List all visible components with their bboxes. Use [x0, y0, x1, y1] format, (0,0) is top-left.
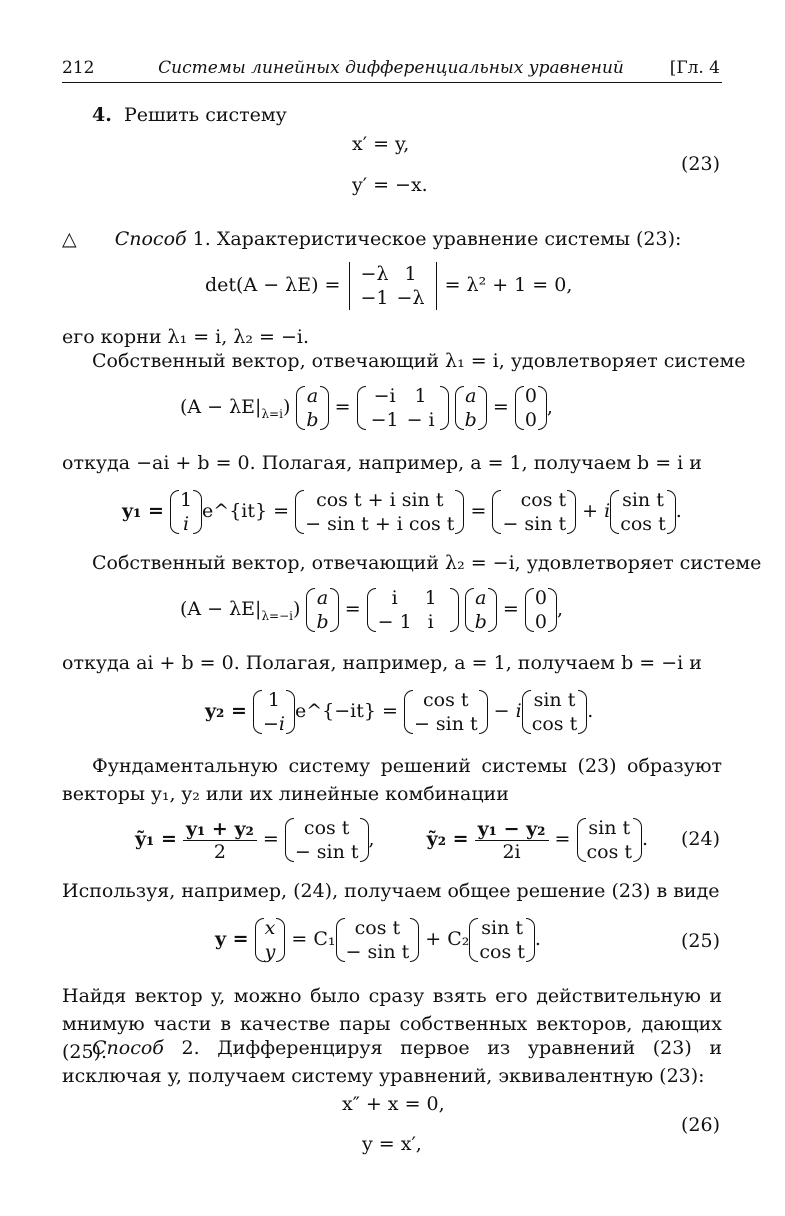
- method2-eq-1: x″ + x = 0,: [342, 1093, 445, 1115]
- det-cell: −λ: [360, 263, 389, 285]
- system-eq-1: x′ = y,: [352, 133, 410, 155]
- ty2-vector: sin t cos t: [577, 816, 643, 864]
- method1-text: 1. Характеристическое уравнение системы (23):: [186, 228, 682, 250]
- eigen1-matrix: −i 1 −1 − i: [357, 384, 449, 432]
- y1-exp: e^{it} =: [202, 500, 290, 522]
- problem-prompt: Решить систему: [123, 104, 287, 126]
- method2-text: 2. Дифференцируя первое из уравнений (23) и исключая y, получаем систему уравнений, эквивалентную (23):: [62, 1037, 722, 1087]
- y1-imag: sin t cos t: [610, 488, 676, 536]
- running-header: [62, 58, 720, 82]
- y2-lhs: y₂ =: [205, 700, 247, 722]
- ab-vector: a b: [455, 384, 487, 432]
- eigen1-result: откуда −ai + b = 0. Полагая, например, a = 1, получаем b = i и: [62, 452, 702, 474]
- c1-term: = C₁: [291, 928, 336, 950]
- det-rhs: = λ² + 1 = 0,: [444, 274, 573, 296]
- eigen1-lhs: (A − λE|: [180, 396, 262, 418]
- method2-paragraph: [62, 1034, 722, 1090]
- eigen1-sub: λ=i: [261, 406, 283, 421]
- y1-equation: y₁ = 1 i e^{it} = cos t + i sin t − sin t + i cos t = cos t − sin t + i sin t cos t .: [122, 489, 682, 535]
- roots-line: его корни λ₁ = i, λ₂ = −i.: [62, 326, 310, 348]
- y1-lhs: y₁ =: [122, 500, 164, 522]
- equation-number-24: (24): [680, 828, 720, 850]
- y1-real: cos t − sin t: [492, 488, 576, 536]
- triangle-icon: △: [62, 228, 77, 250]
- problem-number: 4.: [92, 104, 112, 126]
- eigen1-intro: Собственный вектор, отвечающий λ₁ = i, удовлетворяет системе: [92, 350, 746, 372]
- xy-vector: x y: [255, 916, 286, 964]
- zero-vector: 0 0: [515, 384, 547, 432]
- c2-term: + C₂: [425, 928, 470, 950]
- eq24-line: ỹ₁ = $\frac{\text{y₁ + y₂}}{2}$ = cos t − sin t , ỹ₂ = $\frac{\text{y₁ − y₂}}{2i}$ = sin t cos t .: [135, 817, 649, 863]
- fundamental-paragraph: Фундаментальную систему решений системы (23) образуют векторы y₁, y₂ или их линейные комбинации: [62, 755, 722, 805]
- header-rule: [62, 82, 722, 83]
- method2-eq-2: y = x′,: [362, 1133, 422, 1155]
- y2-real: cos t − sin t: [404, 688, 488, 736]
- using-line: Используя, например, (24), получаем общее решение (23) в виде: [62, 880, 720, 902]
- det-lhs: det(A − λE) =: [205, 274, 341, 296]
- ty1-frac: $\frac{\text{y₁ + y₂}}{2}$: [183, 818, 257, 863]
- y2-exp: e^{−it} =: [294, 700, 398, 722]
- method1-intro: [62, 228, 681, 250]
- eigen2-sub: λ=−i: [261, 608, 294, 623]
- det-cell: −1: [360, 287, 389, 309]
- ty1-vector: cos t − sin t: [285, 816, 369, 864]
- method2-label: Способ: [92, 1037, 164, 1059]
- problem-heading: [92, 104, 287, 126]
- ty2-frac: $\frac{\text{y₁ − y₂}}{2i}$: [475, 818, 549, 863]
- char-equation: [205, 262, 572, 310]
- eigen2-intro: Собственный вектор, отвечающий λ₂ = −i, удовлетворяет системе: [92, 552, 762, 574]
- found-paragraph: Найдя вектор y, можно было сразу взять его действительную и мнимую части в качестве пары собственных векторов, дающих (25).: [62, 985, 722, 1063]
- y2-vector: 1 −i: [253, 688, 295, 736]
- ty2-lhs: ỹ₂ =: [426, 828, 469, 850]
- y2-imag: sin t cos t: [522, 688, 588, 736]
- general-solution: y = x y = C₁ cos t − sin t + C₂ sin t cos t .: [215, 917, 541, 963]
- equation-number-26: (26): [680, 1114, 720, 1136]
- ab-vector: a b: [465, 586, 497, 634]
- c2-vector: sin t cos t: [469, 916, 535, 964]
- y1-complex: cos t + i sin t − sin t + i cos t: [295, 488, 464, 536]
- ab-vector: a b: [296, 384, 328, 432]
- y-lhs: y =: [215, 928, 249, 950]
- det-cell: 1: [404, 263, 417, 285]
- zero-vector: 0 0: [525, 586, 557, 634]
- running-title: Системы линейных дифференциальных уравнений: [158, 58, 624, 78]
- ty1-lhs: ỹ₁ =: [135, 828, 177, 850]
- equation-number-23: (23): [680, 153, 720, 175]
- eigen1-equation: $(A - \lambda E|_{\lambda=i})$ a b = −i 1 −1 − i a b = 0 0 ,: [180, 385, 553, 431]
- chapter-label: [Гл. 4: [669, 58, 720, 78]
- c1-vector: cos t − sin t: [336, 916, 420, 964]
- y1-vector: 1 i: [170, 488, 202, 536]
- det-matrix: [347, 262, 439, 310]
- method1-label: Способ: [114, 228, 187, 250]
- ab-vector: a b: [306, 586, 338, 634]
- page-number: 212: [62, 58, 95, 78]
- system-eq-2: y′ = −x.: [352, 174, 428, 196]
- eigen2-result: откуда ai + b = 0. Полагая, например, a = 1, получаем b = −i и: [62, 652, 702, 674]
- eigen2-matrix: i 1 − 1 i: [367, 586, 459, 634]
- eigen2-equation: $(A - \lambda E|_{\lambda=-i})$ a b = i 1 − 1 i a b = 0 0 ,: [180, 587, 564, 633]
- det-cell: −λ: [396, 287, 425, 309]
- y2-equation: y₂ = 1 −i e^{−it} = cos t − sin t − i sin t cos t .: [205, 689, 594, 735]
- equation-number-25: (25): [680, 930, 720, 952]
